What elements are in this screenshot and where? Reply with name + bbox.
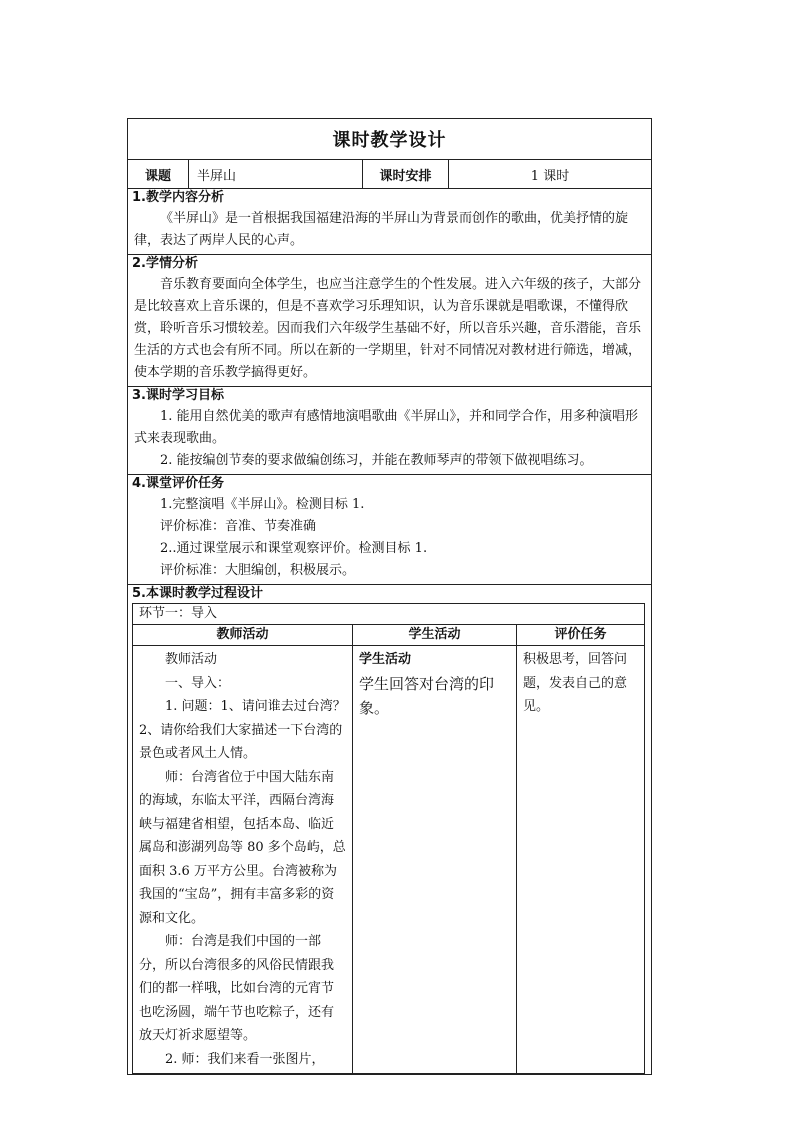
teacher-line: 教师活动 [165, 652, 218, 667]
teacher-line: 师：台湾是我们中国的一部分，所以台湾很多的风俗民情跟我们的都一样哦，比如台湾的元宵节也吃汤圆，端午节也吃粽子，还有放天灯祈求愿望等。 [139, 934, 335, 1043]
student-activity-cell [353, 646, 517, 1074]
col-eval-header: 评价任务 [517, 625, 645, 646]
topic-label: 课题 [128, 160, 189, 189]
eval-task-text: 积极思考，回答问题，发表自己的意见。 [523, 652, 628, 714]
section-goals-title: 3.课时学习目标 [128, 387, 652, 406]
eval-standard-1: 评价标准：音准、节奏准确 [160, 519, 317, 534]
teacher-line: 1. 问题：1、请问谁去过台湾？2、请你给我们大家描述一下台湾的景色或者风土人情。 [139, 699, 346, 761]
section-eval-tasks-title: 4.课堂评价任务 [128, 475, 652, 494]
teacher-line: 一、导入： [165, 675, 231, 691]
teacher-line: 2. 师：我们来看一张图片， [165, 1051, 325, 1067]
goal-2: 2. 能按编创节奏的要求做编创练习，并能在教师琴声的带领下做视唱练习。 [160, 453, 593, 468]
schedule-label: 课时安排 [363, 160, 449, 189]
teacher-activity-cell [133, 646, 353, 1074]
content-analysis-text: 《半屏山》是一首根据我国福建沿海的半屏山为背景而创作的歌曲，优美抒情的旋律，表达了两岸人民的心声。 [134, 211, 629, 248]
section-learner-analysis-body [128, 273, 652, 387]
section-eval-tasks-body [128, 493, 652, 585]
student-activity-text: 学生回答对台湾的印象。 [359, 674, 495, 717]
section-process-body [128, 603, 652, 1075]
goal-1: 1. 能用自然优美的歌声有感情地演唱歌曲《半屏山》，并和同学合作，用多种演唱形式来表现歌曲。 [134, 409, 639, 446]
topic-value: 半屏山 [189, 160, 363, 189]
eval-task-2: 2..通过课堂展示和课堂观察评价。检测目标 1. [160, 541, 428, 556]
section-content-analysis-title: 1.教学内容分析 [128, 189, 652, 208]
learner-analysis-text: 音乐教育要面向全体学生，也应当注意学生的个性发展。进入六年级的孩子，大部分是比较喜欢上音乐课的，但是不喜欢学习乐理知识，认为音乐课就是唱歌课，不懂得欣赏，聆听音乐习惯较差。因而我们六年级学生基础不好，所以音乐兴趣，音乐潜能，音乐生活的方式也会有所不同。所以在新的一学期里，针对不同情况对教材进行筛选，增减，使本学期的音乐教学搞得更好。 [134, 277, 642, 380]
process-table [132, 603, 645, 1074]
schedule-value: 1 课时 [449, 160, 652, 189]
section-content-analysis-body [128, 207, 652, 255]
col-teacher-header: 教师活动 [133, 625, 353, 646]
eval-task-1: 1.完整演唱《半屏山》。检测目标 1. [160, 497, 365, 512]
lesson-design-table [127, 118, 652, 1075]
document-title: 课时教学设计 [128, 119, 652, 160]
col-student-header: 学生活动 [353, 625, 517, 646]
eval-standard-2: 评价标准：大胆编创，积极展示。 [160, 563, 356, 578]
lesson-design-page [127, 118, 651, 1075]
stage-label: 环节一：导入 [133, 604, 645, 625]
teacher-line: 师：台湾省位于中国大陆东南的海域，东临太平洋，西隔台湾海峡与福建省相望，包括本岛、临近属岛和澎湖列岛等 80 多个岛屿，总面积 3.6 万平方公里。台湾被称为我国的“宝岛”，拥有丰富多彩的资源和文化。 [139, 769, 346, 926]
section-learner-analysis-title: 2.学情分析 [128, 255, 652, 274]
section-process-title: 5.本课时教学过程设计 [128, 585, 652, 604]
eval-task-cell [517, 646, 645, 1074]
student-activity-title: 学生活动 [359, 652, 412, 667]
section-goals-body [128, 405, 652, 475]
